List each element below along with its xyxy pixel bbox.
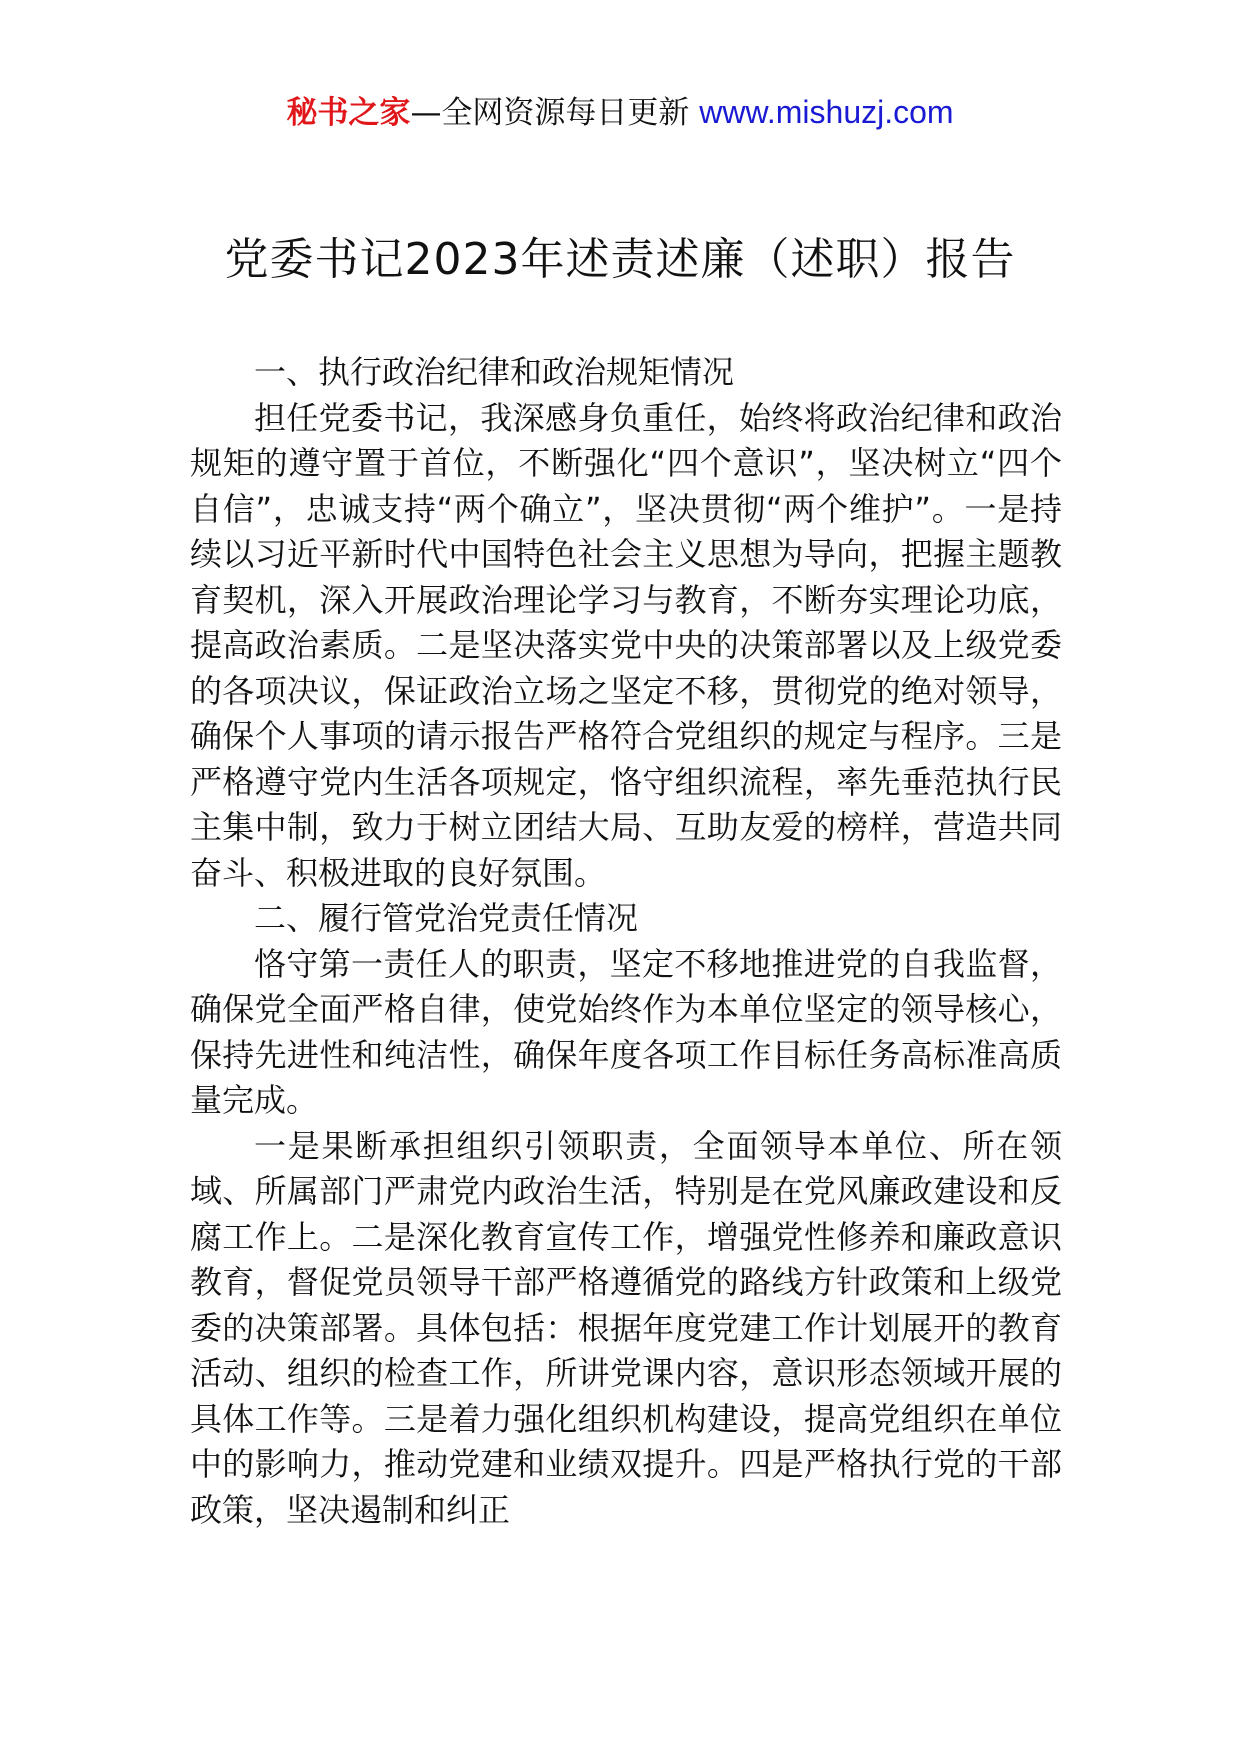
body-paragraph: 一是果断承担组织引领职责，全面领导本单位、所在领域、所属部门严肃党内政治生活，特别是在党风廉政建设和反腐工作上。二是深化教育宣传工作，增强党性修养和廉政意识教育，督促党员领导干部严格遵循党的路线方针政策和上级党委的决策部署。具体包括：根据年度党建工作计划展开的教育活动、组织的检查工作，所讲党课内容，意识形态领域开展的具体工作等。三是着力强化组织机构建设，提高党组织在单位中的影响力，推动党建和业绩双提升。四是严格执行党的干部政策，坚决遏制和纠正 (190, 1126, 1062, 1529)
document-title: 党委书记2023年述责述廉（述职）报告 (224, 234, 1016, 285)
section-heading-1: 一、执行政治纪律和政治规矩情况 (254, 353, 735, 391)
body-paragraph: 担任党委书记，我深感身负重任，始终将政治纪律和政治规矩的遵守置于首位，不断强化“四个意识”，坚决树立“四个自信”，忠诚支持“两个确立”，坚决贯彻“两个维护”。一是持续以习近平新时代中国特色社会主义思想为导向，把握主题教育契机，深入开展政治理论学习与教育，不断夯实理论功底，提高政治素质。二是坚决落实党中央的决策部署以及上级党委的各项决议，保证政治立场之坚定不移，贯彻党的绝对领导，确保个人事项的请示报告严格符合党组织的规定与程序。三是严格遵守党内生活各项规定，恪守组织流程，率先垂范执行民主集中制，致力于树立团结大局、互助友爱的榜样，营造共同奋斗、积极进取的良好氛围。 (190, 398, 1062, 892)
site-url-link[interactable]: www.mishuzj.com (699, 94, 954, 130)
document-body (190, 350, 1062, 1533)
section-heading-2: 二、履行管党治党责任情况 (254, 899, 639, 937)
site-header (0, 92, 1240, 133)
body-paragraph: 恪守第一责任人的职责，坚定不移地推进党的自我监督，确保党全面严格自律，使党始终作为本单位坚定的领导核心，保持先进性和纯洁性，确保年度各项工作目标任务高标准高质量完成。 (190, 944, 1062, 1119)
site-brand: 秘书之家 (286, 95, 411, 131)
site-tagline: —全网资源每日更新 (410, 95, 700, 131)
